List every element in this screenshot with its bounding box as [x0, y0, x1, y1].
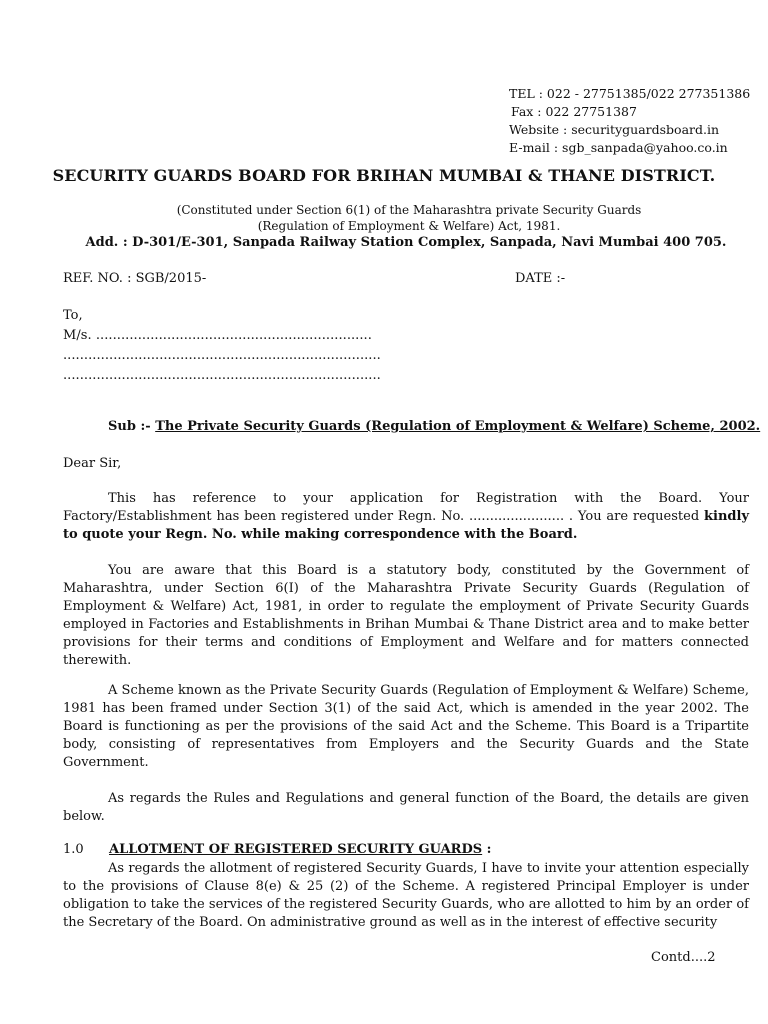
salutation: Dear Sir,: [63, 456, 122, 471]
paragraph-rules-text: As regards the Rules and Regulations and general function of the Board, the details are given below.: [63, 791, 749, 824]
recipient-name-line: M/s. ..................................................................: [63, 328, 372, 343]
board-title: SECURITY GUARDS BOARD FOR BRIHAN MUMBAI & THANE DISTRICT.: [52, 166, 716, 185]
contact-block: [509, 85, 750, 157]
board-address: Add. : D-301/E-301, Sanpada Railway Station Complex, Sanpada, Navi Mumbai 400 705.: [85, 235, 727, 250]
section-title: ALLOTMENT OF REGISTERED SECURITY GUARDS: [109, 842, 483, 857]
section-heading: [109, 842, 491, 857]
reference-number: REF. NO. : SGB/2015-: [63, 271, 207, 286]
continued-marker: Contd....2: [651, 950, 716, 965]
constituted-line-1: (Constituted under Section 6(1) of the Maharashtra private Security Guards: [176, 203, 642, 217]
paragraph-registration: [63, 490, 749, 544]
constituted-line-2: (Regulation of Employment & Welfare) Act, 1981.: [257, 219, 561, 233]
paragraph-scheme: [63, 682, 749, 772]
paragraph-scheme-text: A Scheme known as the Private Security Guards (Regulation of Employment & Welfare) Scheme, 1981 has been framed under Section 3(1) of the said Act, which is amended in the year 2002. The Board is functioning as per the provisions of the said Act and the Scheme. This Board is a Tripartite body, consisting of representatives from Employers and the Security Guards and the State Government.: [63, 683, 749, 770]
website-line: Website : securityguardsboard.in: [509, 122, 720, 137]
paragraph-registration-bold: kindly to quote your Regn. No. while making correspondence with the Board.: [63, 509, 749, 542]
tel-line: TEL : 022 - 27751385/022 277351386: [509, 86, 751, 101]
subject-prefix: Sub :-: [108, 419, 151, 434]
recipient-address-line-2: ............................................................................: [63, 368, 381, 383]
subject-line: [108, 419, 760, 434]
date-field: DATE :-: [515, 271, 566, 286]
section-colon: :: [482, 842, 492, 857]
paragraph-registration-text: This has reference to your application for Registration with the Board. Your Factory/Establishment has been registered under Regn. No. ....................... . You are requested: [63, 491, 749, 524]
paragraph-allotment: [63, 860, 749, 932]
to-label: To,: [63, 308, 83, 323]
section-number: 1.0: [63, 842, 84, 857]
paragraph-rules: [63, 790, 749, 826]
email-line: E-mail : sgb_sanpada@yahoo.co.in: [509, 140, 728, 155]
subject-text: The Private Security Guards (Regulation of Employment & Welfare) Scheme, 2002.: [155, 419, 761, 434]
paragraph-allotment-text: As regards the allotment of registered Security Guards, I have to invite your attention especially to the provisions of Clause 8(e) & 25 (2) of the Scheme. A registered Principal Employer is under obligation to take the services of the registered Security Guards, who are allotted to him by an order of the Secretary of the Board. On administrative ground as well as in the interest of effective security: [63, 861, 749, 930]
fax-line: Fax : 022 27751387: [511, 104, 637, 119]
recipient-address-line-1: ............................................................................: [63, 348, 381, 363]
constituted-note: [0, 202, 768, 234]
paragraph-statutory-body: [63, 562, 749, 670]
paragraph-statutory-body-text: You are aware that this Board is a statutory body, constituted by the Government of Maharashtra, under Section 6(I) of the Maharashtra Private Security Guards (Regulation of Employment & Welfare) Act, 1981, in order to regulate the employment of Private Security Guards employed in Factories and Establishments in Brihan Mumbai & Thane District area and to make better provisions for their terms and conditions of Employment and Welfare and for matters connected therewith.: [63, 563, 749, 668]
recipient-block: [63, 306, 381, 386]
